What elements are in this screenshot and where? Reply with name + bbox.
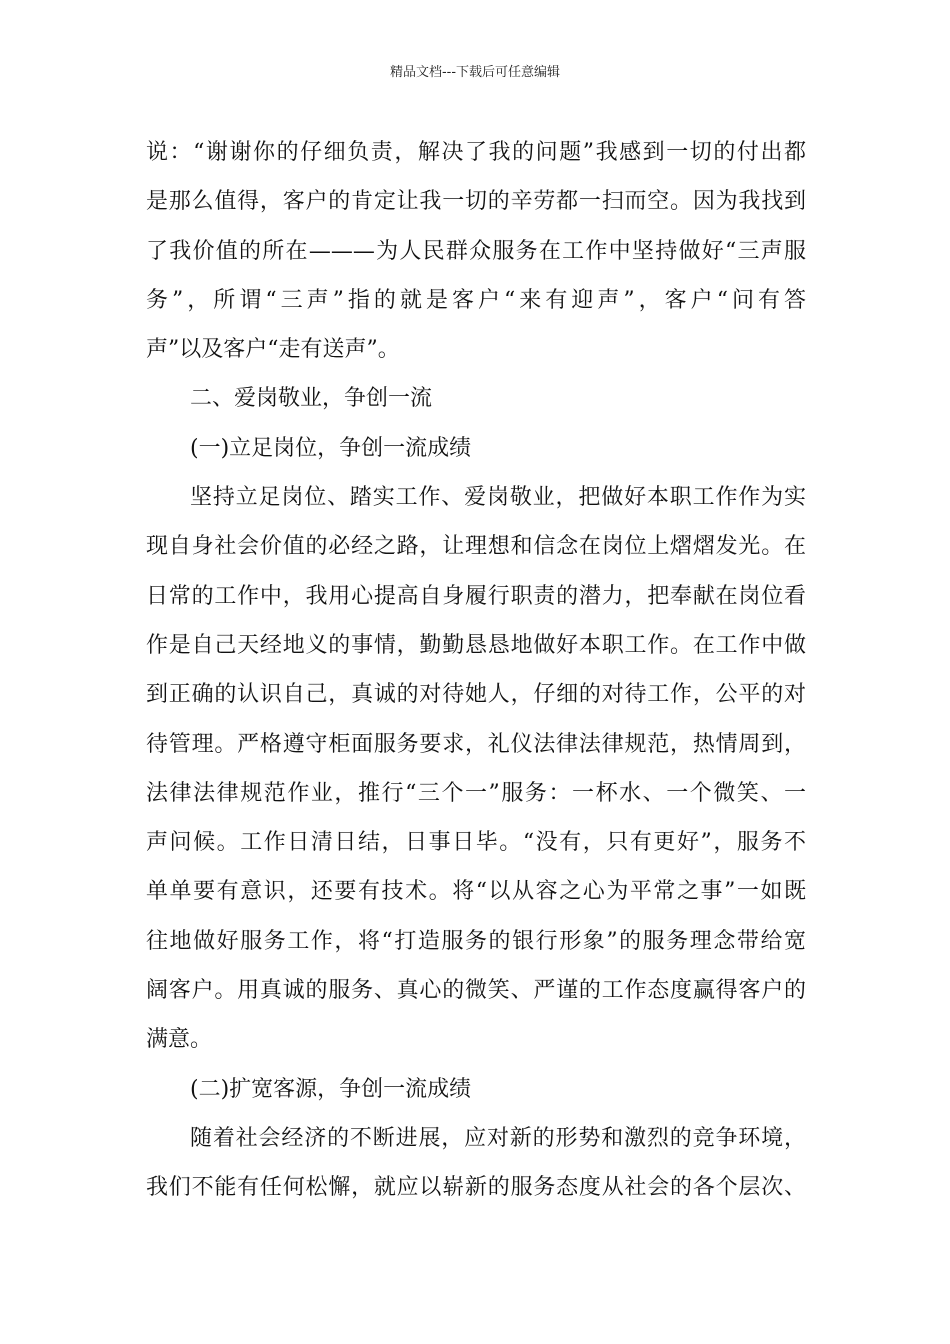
- text-line: 到正确的认识自己，真诚的对待她人，仔细的对待工作，公平的对: [146, 682, 806, 708]
- text-line: 了我价值的所在———为人民群众服务在工作中坚持做好“三声服: [146, 238, 806, 264]
- text-line: 我们不能有任何松懈，就应以崭新的服务态度从社会的各个层次、: [146, 1175, 806, 1201]
- paragraph-first-line: 坚持立足岗位、踏实工作、爱岗敬业，把做好本职工作作为实: [190, 485, 806, 511]
- text-line: 满意。: [146, 1027, 213, 1053]
- text-line: 往地做好服务工作，将“打造服务的银行形象”的服务理念带给宽: [146, 928, 806, 954]
- text-line: 说：“谢谢你的仔细负责，解决了我的问题”我感到一切的付出都: [146, 140, 806, 165]
- page-header: 精品文档---下载后可任意编辑: [389, 65, 561, 80]
- text-line: 日常的工作中，我用心提高自身履行职责的潜力，把奉献在岗位看: [146, 583, 806, 609]
- text-line: 作是自己天经地义的事情，勤勤恳恳地做好本职工作。在工作中做: [146, 632, 806, 658]
- document-body: [146, 128, 806, 1213]
- text-line: 待管理。严格遵守柜面服务要求，礼仪法律法律规范，热情周到，: [146, 731, 806, 757]
- text-line: 现自身社会价值的必经之路，让理想和信念在岗位上熠熠发光。在: [146, 534, 806, 560]
- text-line: 声问候。工作日清日结，日事日毕。“没有，只有更好”，服务不: [146, 830, 806, 856]
- text-line: 务”，所谓“三声”指的就是客户“来有迎声”，客户“问有答: [146, 287, 806, 313]
- text-line: 阔客户。用真诚的服务、真心的微笑、严谨的工作态度赢得客户的: [146, 978, 806, 1004]
- text-line: 声”以及客户“走有送声”。: [146, 337, 400, 363]
- subsection-heading: (二)扩宽客源，争创一流成绩: [190, 1076, 472, 1102]
- section-heading: 二、爱岗敬业，争创一流: [190, 386, 433, 412]
- text-line: 是那么值得，客户的肯定让我一切的辛劳都一扫而空。因为我找到: [146, 189, 806, 215]
- text-line: 法律法律规范作业，推行“三个一”服务：一杯水、一个微笑、一: [146, 780, 806, 806]
- text-line: 单单要有意识，还要有技术。将“以从容之心为平常之事”一如既: [146, 879, 806, 905]
- subsection-heading: (一)立足岗位，争创一流成绩: [190, 435, 472, 461]
- paragraph-first-line: 随着社会经济的不断进展，应对新的形势和激烈的竞争环境，: [190, 1125, 806, 1151]
